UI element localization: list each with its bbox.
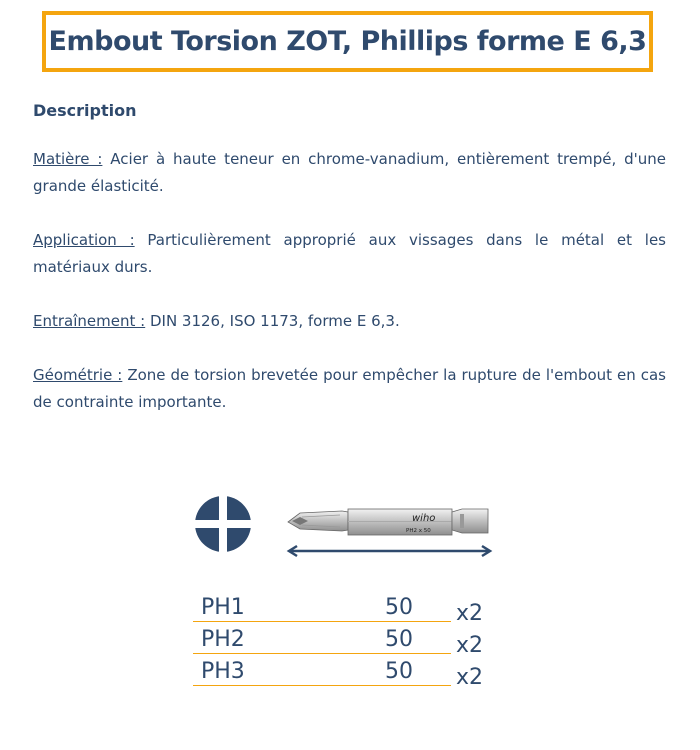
bit-marking: PH2 x 50: [406, 528, 431, 534]
material-paragraph: [33, 146, 666, 200]
geometry-text: Zone de torsion brevetée pour empêcher la rupture de l'embout en cas de contrainte importante.: [33, 366, 666, 411]
geometry-label: Géométrie :: [33, 366, 123, 384]
bit-illustration: [282, 500, 498, 562]
size-cell: PH2: [201, 627, 245, 652]
description-heading: Description: [33, 101, 137, 120]
drive-paragraph: [33, 308, 666, 335]
table-row: [193, 654, 493, 690]
size-cell: PH3: [201, 659, 245, 684]
page-title: Embout Torsion ZOT, Phillips forme E 6,3: [48, 26, 647, 57]
application-text: Particulièrement approprié aux vissages dans le métal et les matériaux durs.: [33, 231, 666, 276]
brand-logo: wiho: [412, 513, 436, 524]
length-cell: 50: [385, 595, 413, 620]
quantity-cell: x2: [456, 633, 484, 658]
length-cell: 50: [385, 627, 413, 652]
row-divider: [193, 685, 451, 686]
table-row: [193, 622, 493, 658]
bit-body: [288, 509, 488, 535]
application-paragraph: [33, 227, 666, 281]
material-text: Acier à haute teneur en chrome-vanadium, entièrement trempé, d'une grande élasticité.: [33, 150, 666, 195]
phillips-cross-icon: [192, 493, 254, 555]
application-label: Application :: [33, 231, 135, 249]
length-arrow-icon: [289, 546, 490, 556]
drive-text: DIN 3126, ISO 1173, forme E 6,3.: [149, 312, 400, 330]
material-label: Matière :: [33, 150, 103, 168]
drive-label: Entraînement :: [33, 312, 146, 330]
geometry-paragraph: [33, 362, 666, 416]
title-frame: [42, 11, 653, 72]
size-cell: PH1: [201, 595, 245, 620]
table-row: [193, 590, 493, 626]
quantity-cell: x2: [456, 665, 484, 690]
size-table: [193, 590, 493, 690]
length-cell: 50: [385, 659, 413, 684]
quantity-cell: x2: [456, 601, 484, 626]
